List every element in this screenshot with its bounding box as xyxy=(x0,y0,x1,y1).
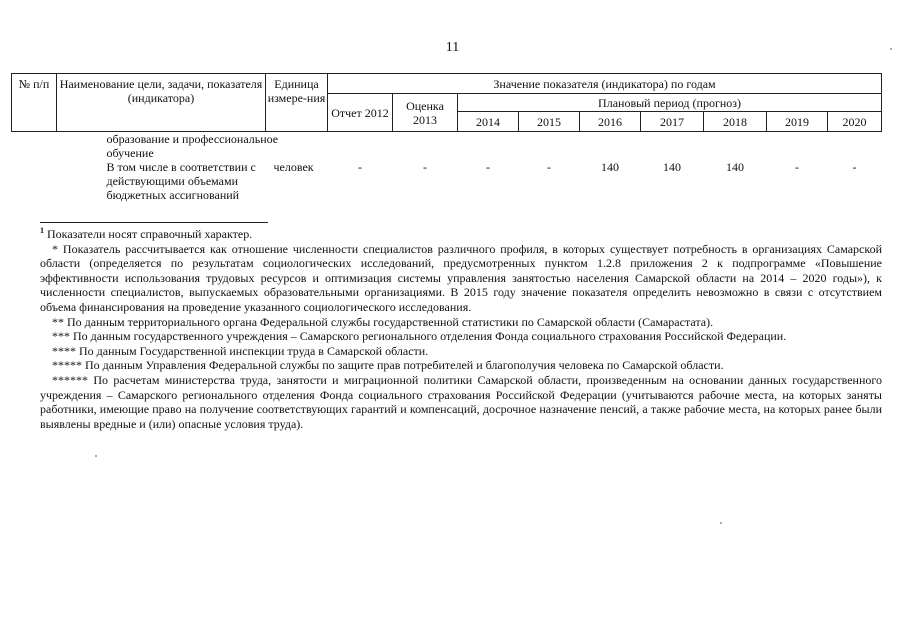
header-report: Отчет 2012 xyxy=(328,94,393,132)
footnotes xyxy=(40,224,882,431)
header-year: 2016 xyxy=(580,112,641,132)
footnote-rule xyxy=(40,222,268,223)
row-value: - xyxy=(486,160,490,174)
header-plan-period: Плановый период (прогноз) xyxy=(458,94,882,112)
header-year: 2019 xyxy=(767,112,828,132)
scan-speck xyxy=(890,48,892,50)
row-value: - xyxy=(358,160,362,174)
indicator-table xyxy=(11,73,882,202)
scan-speck xyxy=(95,455,97,457)
row-value: 140 xyxy=(663,160,681,174)
footnote-star-1: * Показатель рассчитывается как отношение численности специалистов различного профиля, в которых существует потребность в организациях Самарской области (определяется по результатам социологических исследований, предусмотренных пунктом 1.2.8 приложения 2 к подпрограмме «Повышение эффективности использования трудовых ресурсов и оптимизация системы управления занятостью населения Самарской области на 2014 – 2020 годы»), к численности специалистов, выпускаемых образовательными организациями. В 2015 году значение показателя определить невозможно в связи с отсутствием объема финансирования на проведение указанного социологического исследования. xyxy=(40,241,882,314)
footnote-star-6: ****** По расчетам министерства труда, занятости и миграционной политики Самарской области, произведенным на основании данных государственного учреждения – Самарского регионального отделения Фонда социального страхования Российской Федерации (учитываются рабочие места, на которых заняты работники, имеющие право на получение соответствующих гарантий и компенсаций, досрочное назначение пенсий, а также рабочие места, на которых ранее были выявлены вредные и (или) опасные условия труда). xyxy=(40,372,882,431)
row-value: 140 xyxy=(601,160,619,174)
footnote-star-5: ***** По данным Управления Федеральной службы по защите прав потребителей и благополучия человека по Самарской области. xyxy=(52,358,724,373)
row-value: - xyxy=(423,160,427,174)
table-row xyxy=(12,160,882,202)
header-year: 2015 xyxy=(519,112,580,132)
row-unit: человек xyxy=(273,160,314,174)
row-value: 140 xyxy=(726,160,744,174)
header-number: № п/п xyxy=(12,74,57,132)
row-name: В том числе в соответствии с действующими объемами бюджетных ассигнований xyxy=(106,160,256,202)
footnote-star-2: ** По данным территориального органа Федеральной службы государственной статистики по Самарской области (Самарастата). xyxy=(52,314,714,329)
page-number: 11 xyxy=(445,40,460,55)
footnote-1 xyxy=(40,224,882,242)
header-estimate: Оценка 2013 xyxy=(393,94,458,132)
footnote-1-text: Показатели носят справочный характер. xyxy=(47,227,253,241)
footnote-star-3: *** По данным государственного учреждения – Самарского регионального отделения Фонда социального страхования Российской Федерации. xyxy=(52,329,787,344)
header-year: 2018 xyxy=(704,112,767,132)
header-values-by-year: Значение показателя (индикатора) по годам xyxy=(328,74,882,94)
row-name: образование и профессиональное обучение xyxy=(106,132,279,160)
footnote-star-4: **** По данным Государственной инспекции труда в Самарской области. xyxy=(52,343,429,358)
row-value: - xyxy=(852,160,857,174)
header-year: 2014 xyxy=(458,112,519,132)
footnote-mark: 1 xyxy=(40,226,44,235)
header-year: 2017 xyxy=(641,112,704,132)
row-value: - xyxy=(547,160,551,174)
header-year: 2020 xyxy=(828,112,882,132)
header-name: Наименование цели, задачи, показателя (индикатора) xyxy=(57,74,266,132)
header-unit: Единица измере-ния xyxy=(266,74,328,132)
row-value: - xyxy=(795,160,799,174)
scan-speck xyxy=(720,522,722,524)
table-row xyxy=(12,132,882,161)
